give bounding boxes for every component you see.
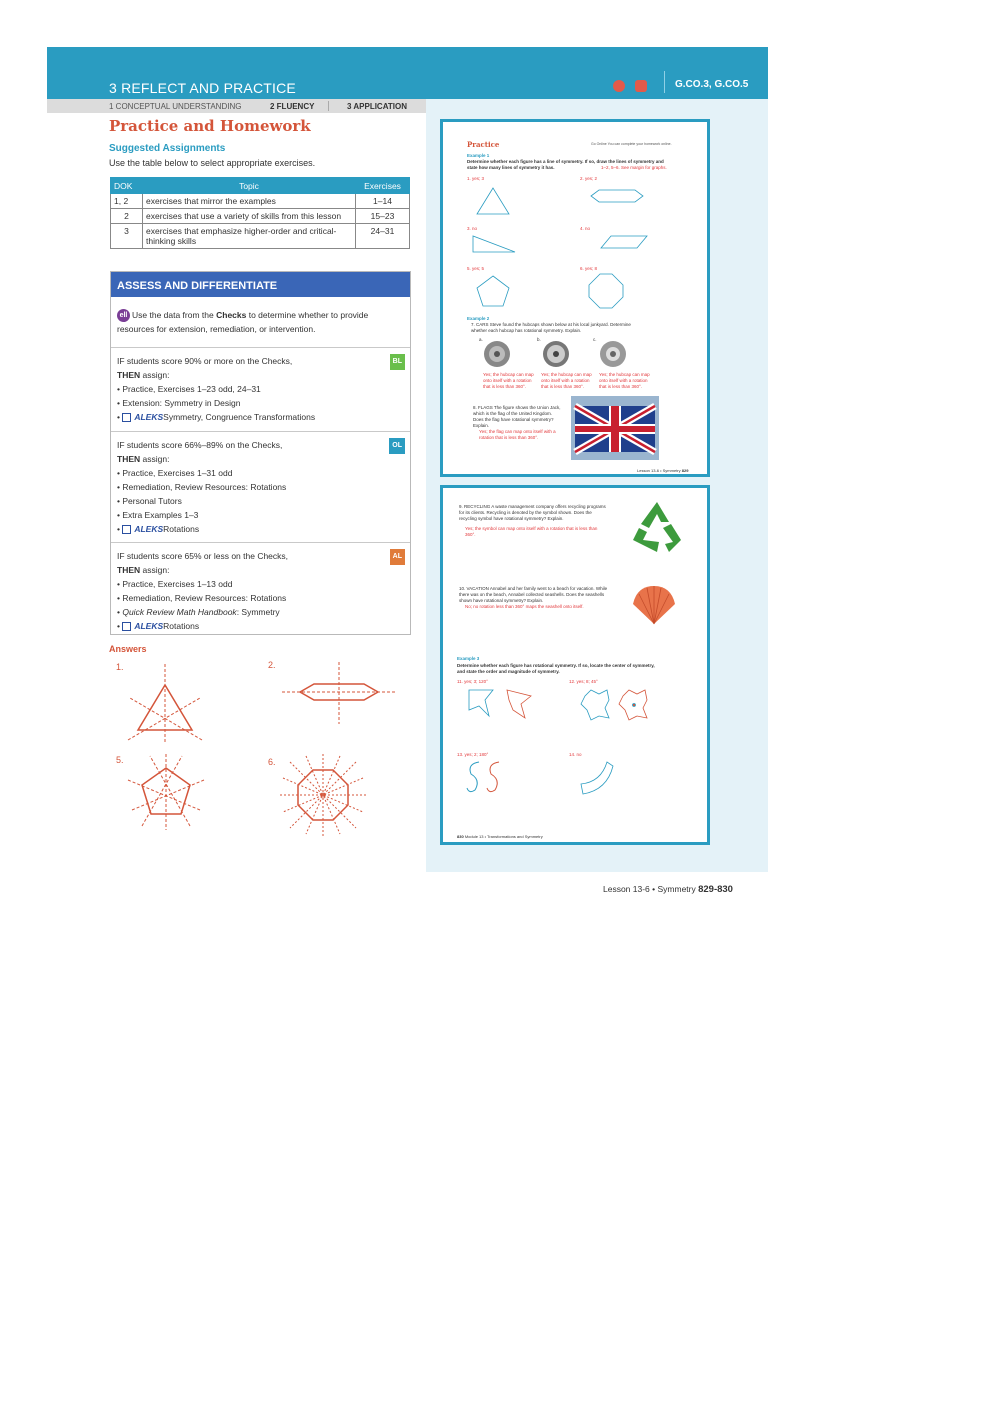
list-item: • Personal Tutors <box>117 496 182 506</box>
assess-block-ol: OL IF students score 66%–89% on the Checks, THEN assign: • Practice, Exercises 1–31 odd • Remediation, Review Resources: Rotations • Personal Tutors • Extra Examples 1–3 • ALEKSRotations <box>111 431 410 542</box>
list-item: • ALEKSRotations <box>117 524 200 534</box>
list-item: • Practice, Exercises 1–23 odd, 24–31 <box>117 384 261 394</box>
table-row <box>111 224 410 249</box>
tab-application[interactable]: 3 APPLICATION <box>347 102 408 111</box>
list-item: • Remediation, Review Resources: Rotations <box>117 593 287 603</box>
list-item: • Remediation, Review Resources: Rotations <box>117 482 287 492</box>
triangle-figure <box>473 186 513 216</box>
section-header <box>47 47 768 99</box>
list-item: • Practice, Exercises 1–31 odd <box>117 468 233 478</box>
page-footer: Lesson 13-6 • Symmetry 829-830 <box>603 884 733 895</box>
hubcap-a-image <box>483 340 511 368</box>
table-row <box>111 194 410 209</box>
list-item: • Quick Review Math Handbook: Symmetry <box>117 607 280 617</box>
aleks-icon <box>122 525 131 534</box>
assess-differentiate-box <box>110 271 411 635</box>
topic-cell: exercises that mirror the examples <box>143 194 356 209</box>
student-page-829: Practice Go Online You can complete your homework online. Example 1 Determine whether each figure has a line of symmetry. If so, draw the lines of symmetry and state how many lines of symmetry it has. 1–2, 5–6. See margin for graphs. 1. yes; 3 2. yes; 2 3. no 4. no 5. yes; 5 6. yes; 8 Example 2 7. CARS Steve found the hubcaps shown below at his local junkyard. Determine whether each hubcap has rotational symmetry. Explain. a. b. c. Yes; the hubcap can map onto itself with a rotation that is less than 360°. Yes; the hubcap can map onto itself with a rotation that is less than 360°. Yes; the hubcap can map onto itself with a rotation that is less than 360°. 8. FLAGS The figure shows the Union Jack, which is the flag of the United Kingdom. Does the flag have rotational symmetry? Explain. Yes; the flag can map onto itself with a rotation that is less than 360°. Lesson 13-6 • Symmetry 829 <box>440 119 710 477</box>
list-item: • ALEKSSymmetry, Congruence Transformations <box>117 412 316 422</box>
exercises-header: Exercises <box>356 178 410 194</box>
aleks-brand: ALEKS <box>134 524 164 534</box>
aleks-brand: ALEKS <box>134 412 164 422</box>
dok-cell: 3 <box>111 224 143 249</box>
hubcap-b-image <box>542 340 570 368</box>
group-icon <box>635 80 647 92</box>
union-jack-image <box>571 396 659 460</box>
exercises-cell: 1–14 <box>356 194 410 209</box>
triangle-symmetry-figure <box>120 660 210 746</box>
dok-cell: 2 <box>111 209 143 224</box>
dok-cell: 1, 2 <box>111 194 143 209</box>
aleks-icon <box>122 622 131 631</box>
phase-tabs <box>47 99 426 113</box>
right-triangle-figure <box>469 232 519 256</box>
list-item: • ALEKSRotations <box>117 621 200 631</box>
page-title: Practice and Homework <box>109 117 311 135</box>
assess-block-al: AL IF students score 65% or less on the Checks, THEN assign: • Practice, Exercises 1–13 odd • Remediation, Review Resources: Rotations • Quick Review Math Handbook: Symmetry • ALEKSRotations <box>111 542 410 634</box>
topic-cell: exercises that use a variety of skills from this lesson <box>143 209 356 224</box>
list-item: • Extension: Symmetry in Design <box>117 398 241 408</box>
exercises-cell: 15–23 <box>356 209 410 224</box>
header-icons <box>613 77 653 95</box>
answer-label: 2. <box>268 660 276 670</box>
seashell-image <box>629 582 679 628</box>
answer-label: 6. <box>268 757 276 767</box>
hexagon-symmetry-figure <box>280 660 398 726</box>
ol-badge: OL <box>389 438 405 454</box>
parallelogram-figure <box>599 232 649 252</box>
student-page-830: 9. RECYCLING A waste management company offers recycling programs for its clients. Recycling is denoted by the symbol shown. Does the recycling symbol have rotational symmetry? Explain. Yes; the symbol can map onto itself with a rotation that is less than 360°. 10. VACATION Annabel and her family went to a beach for vacation. While there was on the beach, Annabel collected seashells. Does the seashells shown have rotational symmetry? Explain. No; no rotation less than 360° maps the seashell onto itself. Example 3 Determine whether each figure has rotational symmetry. If so, locate the center of symmetry, and state the order and magnitude of symmetry. 11. yes; 3; 120° 12. yes; 8; 45° 13. yes; 2; 180° 14. no 830 Module 13 • Transformations and Symmetry <box>440 485 710 845</box>
dok-table <box>110 177 410 249</box>
rotational-figure-12 <box>577 686 651 724</box>
dok-header: DOK <box>111 178 143 194</box>
pentagon-symmetry-figure <box>124 752 208 832</box>
section-title: 3 REFLECT AND PRACTICE <box>109 80 296 96</box>
tab-fluency[interactable]: 2 FLUENCY <box>270 102 315 111</box>
recycling-symbol-image <box>629 500 685 554</box>
s-shape-figure <box>463 758 509 798</box>
go-online-note: Go Online You can complete your homework online. <box>591 142 672 146</box>
aleks-brand: ALEKS <box>134 621 164 631</box>
standards-label: G.CO.3, G.CO.5 <box>675 79 749 90</box>
topic-header: Topic <box>143 178 356 194</box>
list-item: • Practice, Exercises 1–13 odd <box>117 579 233 589</box>
topic-cell: exercises that emphasize higher-order and critical-thinking skills <box>143 224 356 249</box>
list-item: • Extra Examples 1–3 <box>117 510 199 520</box>
page-footer-829: Lesson 13-6 • Symmetry 829 <box>637 468 689 473</box>
page-footer-830: 830 Module 13 • Transformations and Symmetry <box>457 834 543 839</box>
pentagon-figure <box>475 274 511 308</box>
arc-shape-figure <box>577 758 617 798</box>
hexagon-figure <box>589 186 645 206</box>
aleks-icon <box>122 413 131 422</box>
al-badge: AL <box>390 549 405 565</box>
ell-icon: ell <box>117 309 130 322</box>
exercises-cell: 24–31 <box>356 224 410 249</box>
rotational-figure-11 <box>465 686 537 722</box>
suggested-assignments-heading: Suggested Assignments <box>109 143 226 154</box>
table-row <box>111 209 410 224</box>
practice-heading: Practice <box>467 140 500 149</box>
assess-block-bl: BL IF students score 90% or more on the Checks, THEN assign: • Practice, Exercises 1–23 odd, 24–31 • Extension: Symmetry in Design • ALEKSSymmetry, Congruence Transformations <box>111 347 410 432</box>
bl-badge: BL <box>390 354 405 370</box>
table-intro: Use the table below to select appropriate exercises. <box>109 158 316 168</box>
answers-heading: Answers <box>109 644 147 654</box>
answer-label: 5. <box>116 755 124 765</box>
octagon-figure <box>587 272 625 310</box>
assess-heading: ASSESS AND DIFFERENTIATE <box>111 272 410 297</box>
tab-separator <box>328 101 329 111</box>
octagon-symmetry-figure <box>278 752 368 842</box>
answer-label: 1. <box>116 662 124 672</box>
student-icon <box>613 80 625 92</box>
tab-conceptual-understanding[interactable]: 1 CONCEPTUAL UNDERSTANDING <box>109 102 242 111</box>
assess-intro: ell Use the data from the Checks to determine whether to provide resources for extension, remediation, or intervention. <box>117 310 369 335</box>
header-divider <box>664 71 665 93</box>
hubcap-c-image <box>599 340 627 368</box>
table-header-row <box>111 178 410 194</box>
